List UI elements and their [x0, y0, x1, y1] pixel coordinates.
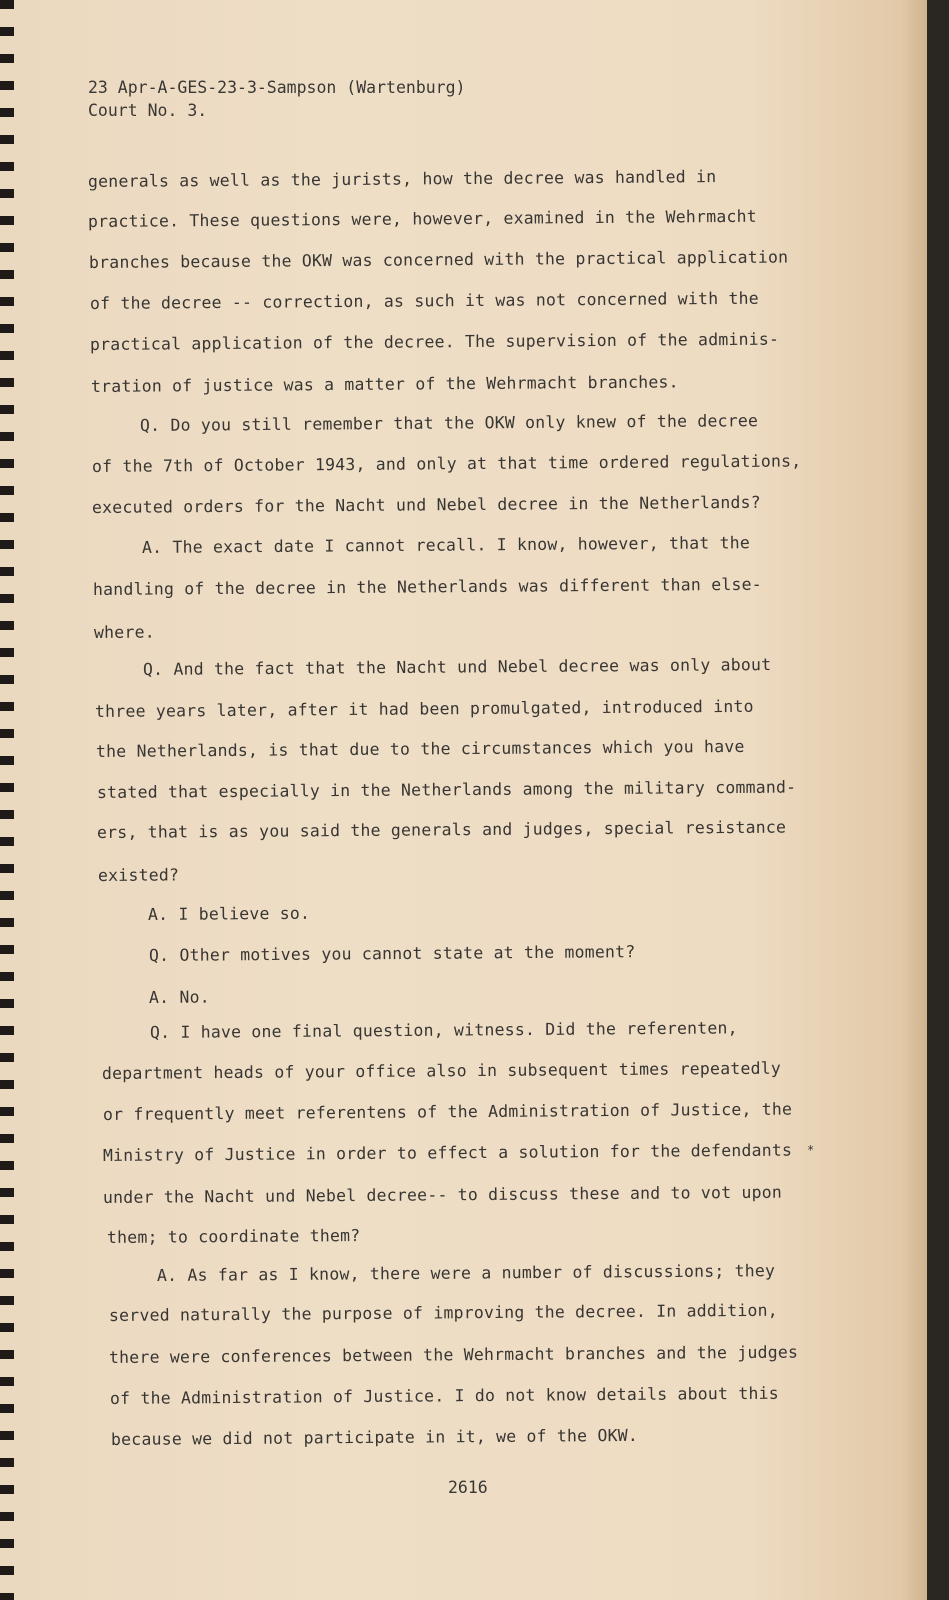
body-line: Q. I have one final question, witness. Did the referenten,: [149, 1018, 738, 1042]
body-line: existed?: [97, 865, 180, 885]
body-line: there were conferences between the Wehrmacht branches and the judges: [108, 1342, 799, 1367]
body-line: branches because the OKW was concerned with the practical application: [88, 247, 789, 272]
body-line: Ministry of Justice in order to effect a solution for the defendants: [102, 1140, 793, 1165]
body-line: three years later, after it had been promulgated, introduced into: [94, 696, 754, 721]
body-line: Q. Do you still remember that the OKW only knew of the decree: [139, 411, 759, 435]
header-court-line: Court No. 3.: [88, 101, 208, 120]
margin-mark: *: [807, 1143, 815, 1157]
binding-holes: [0, 0, 14, 1600]
body-line: practical application of the decree. The supervision of the adminis-: [89, 329, 780, 354]
body-line: A. I believe so.: [147, 903, 311, 924]
body-line: A. The exact date I cannot recall. I know, however, that the: [141, 533, 751, 557]
body-line: of the 7th of October 1943, and only at that time ordered regulations,: [91, 451, 802, 476]
body-line: because we did not participate in it, we of the OKW.: [110, 1425, 639, 1449]
body-line: or frequently meet referentens of the Administration of Justice, the: [102, 1099, 793, 1124]
body-line: executed orders for the Nacht und Nebel decree in the Netherlands?: [91, 492, 761, 517]
body-line: A. No.: [148, 987, 210, 1007]
body-line: A. As far as I know, there were a number of discussions; they: [156, 1261, 776, 1285]
body-line: served naturally the purpose of improving the decree. In addition,: [108, 1300, 778, 1325]
page-number: 2616: [448, 1478, 488, 1497]
body-line: of the decree -- correction, as such it was not concerned with the: [89, 288, 759, 313]
document-header: [88, 76, 466, 122]
body-line: generals as well as the jurists, how the decree was handled in: [87, 167, 717, 191]
page-edge-shadow: [927, 0, 938, 1600]
body-line: ers, that is as you said the generals and judges, special resistance: [96, 817, 787, 842]
body-line: handling of the decree in the Netherlands was different than else-: [92, 574, 762, 599]
body-line: under the Nacht und Nebel decree-- to discuss these and to vot upon: [102, 1182, 783, 1207]
body-line: practice. These questions were, however, examined in the Wehrmacht: [87, 206, 757, 231]
body-line: where.: [93, 622, 155, 642]
body-line: the Netherlands, is that due to the circumstances which you have: [95, 736, 745, 761]
body-line: tration of justice was a matter of the Wehrmacht branches.: [90, 372, 679, 396]
body-line: stated that especially in the Netherlands among the military command-: [96, 777, 797, 802]
body-line: department heads of your office also in subsequent times repeatedly: [101, 1058, 782, 1083]
body-line: them; to coordinate them?: [106, 1226, 361, 1247]
body-line: Q. And the fact that the Nacht und Nebel decree was only about: [142, 655, 772, 679]
body-line: Q. Other motives you cannot state at the moment?: [148, 942, 636, 965]
header-case-line: 23 Apr-A-GES-23-3-Sampson (Wartenburg): [88, 78, 466, 97]
body-line: of the Administration of Justice. I do not know details about this: [109, 1383, 779, 1408]
